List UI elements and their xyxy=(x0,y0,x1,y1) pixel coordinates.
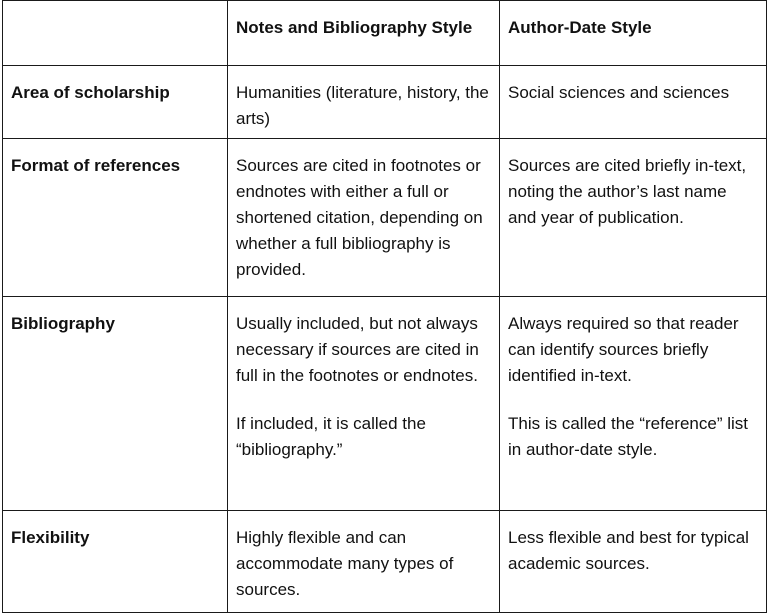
citation-style-comparison-table xyxy=(2,0,767,613)
author-date-cell xyxy=(500,511,767,613)
table-row xyxy=(3,139,767,297)
cell-text: Always required so that reader can identify sources briefly identified in-text. xyxy=(508,314,739,385)
author-date-cell xyxy=(500,139,767,297)
notes-cell xyxy=(228,511,500,613)
author-date-cell xyxy=(500,297,767,511)
row-label: Flexibility xyxy=(3,511,228,613)
cell-text: If included, it is called the “bibliography.” xyxy=(236,414,426,459)
cell-text: Humanities (literature, history, the arts) xyxy=(236,83,489,128)
notes-cell xyxy=(228,297,500,511)
author-date-cell xyxy=(500,66,767,139)
table-row xyxy=(3,297,767,511)
table-row xyxy=(3,66,767,139)
header-author-date: Author-Date Style xyxy=(500,1,767,66)
row-label: Area of scholarship xyxy=(3,66,228,139)
header-row xyxy=(3,1,767,66)
cell-text: Less flexible and best for typical academic sources. xyxy=(508,528,749,573)
header-notes-bibliography: Notes and Bibliography Style xyxy=(228,1,500,66)
notes-cell xyxy=(228,139,500,297)
header-cell-empty xyxy=(3,1,228,66)
cell-text: Sources are cited briefly in-text, noting the author’s last name and year of publication. xyxy=(508,156,747,227)
row-label: Format of references xyxy=(3,139,228,297)
cell-text: Usually included, but not always necessary if sources are cited in full in the footnotes or endnotes. xyxy=(236,314,479,385)
cell-text: Social sciences and sciences xyxy=(508,83,730,102)
row-label: Bibliography xyxy=(3,297,228,511)
notes-cell xyxy=(228,66,500,139)
cell-text: Highly flexible and can accommodate many types of sources. xyxy=(236,528,454,599)
table-row xyxy=(3,511,767,613)
cell-text: This is called the “reference” list in author-date style. xyxy=(508,414,748,459)
cell-text: Sources are cited in footnotes or endnotes with either a full or shortened citation, depending on whether a full bibliography is provided. xyxy=(236,156,483,279)
